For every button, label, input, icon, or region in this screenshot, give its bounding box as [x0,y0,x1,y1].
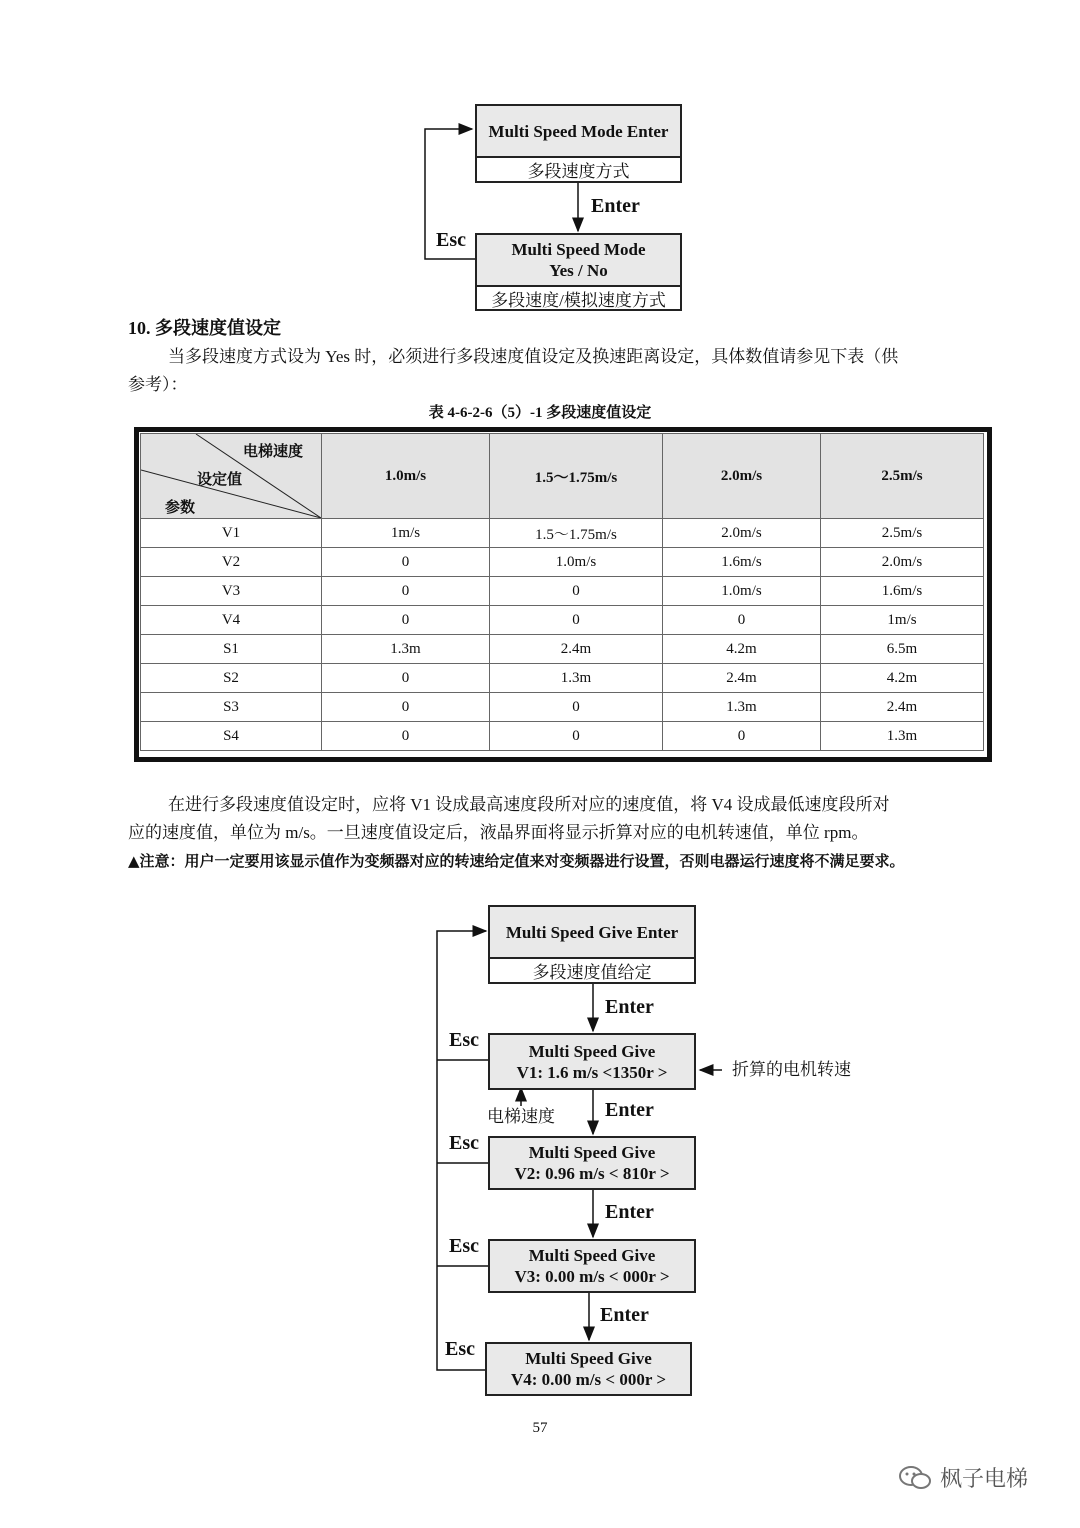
speed-v4-box [485,1342,692,1396]
table-cell: 1.3m [490,664,663,693]
enter-label: Enter [605,1201,654,1223]
corner-mid-label: 设定值 [197,472,243,488]
corner-bottom-label: 参数 [165,500,196,516]
table-header-row [141,434,984,519]
box-title: Multi Speed Mode Enter [477,106,680,158]
table-cell: 2.4m [821,693,984,722]
table-cell: 2.0m/s [821,548,984,577]
table-cell: 0 [490,722,663,751]
box-subtitle: 多段速度方式 [527,162,630,181]
table-cell: 0 [490,693,663,722]
table-row [141,519,984,548]
speed-v2-box [488,1136,696,1190]
table-cell: 2.4m [490,635,663,664]
table-cell: 4.2m [663,635,821,664]
box-title: Multi Speed Give [528,1143,656,1162]
box-subtitle: 多段速度/模拟速度方式 [491,290,666,310]
esc-label: Esc [436,229,466,251]
table-cell: 1.3m [821,722,984,751]
paragraph-line: 参考）： [128,375,188,394]
table-cell: 0 [663,606,821,635]
table-cell: 1.3m [663,693,821,722]
box-content [487,1344,690,1394]
table-cell: 0 [322,693,490,722]
table-caption: 表 4-6-2-6（5）-1 多段速度值设定 [428,405,652,421]
multi-speed-mode-box [475,104,682,183]
box-content [490,1035,694,1088]
table-cell: 1.5～1.75m/s [490,519,663,548]
row-param: S2 [141,664,322,693]
corner-top-label: 电梯速度 [242,444,303,460]
table-row [141,722,984,751]
esc-label: Esc [449,1029,479,1051]
box-title: Multi Speed Give Enter [490,907,694,959]
row-param: S3 [141,693,322,722]
table-corner-cell [141,434,322,519]
row-param: V1 [141,519,322,548]
multi-speed-mode-yes-no-box [475,233,682,311]
table-cell: 1.6m/s [821,577,984,606]
column-header: 2.0m/s [663,434,821,519]
multi-speed-give-enter-box [488,905,696,984]
column-header: 2.5m/s [821,434,984,519]
v2-value: V2: 0.96 m/s < 810r > [514,1164,670,1183]
watermark-text: 枫子电梯 [940,1467,1029,1492]
table-row [141,577,984,606]
column-header: 1.5～1.75m/s [490,434,663,519]
box-title-line1: Multi Speed Mode [511,240,646,259]
speed-v1-box [488,1033,696,1090]
wechat-icon [898,1464,932,1492]
table-cell: 2.5m/s [821,519,984,548]
box-title: Multi Speed Give [528,1246,656,1265]
paragraph-line: 在进行多段速度值设定时，应将 V1 设成最高速度段所对应的速度值，将 V4 设成最低速度段所对 [168,795,890,814]
table-cell: 1m/s [322,519,490,548]
table-cell: 1.3m [322,635,490,664]
table-cell: 0 [490,577,663,606]
table-row [141,606,984,635]
table-cell: 2.4m [663,664,821,693]
watermark [898,1462,1028,1493]
elevator-speed-note: 电梯速度 [487,1107,555,1126]
page-number: 57 [532,1420,548,1436]
table-cell: 0 [322,664,490,693]
v4-value: V4: 0.00 m/s < 000r > [510,1370,667,1389]
table-cell: 0 [322,577,490,606]
enter-label: Enter [605,996,654,1018]
row-param: S1 [141,635,322,664]
enter-label: Enter [605,1099,654,1121]
motor-speed-note: 折算的电机转速 [732,1060,851,1079]
table-cell: 0 [663,722,821,751]
v3-value: V3: 0.00 m/s < 000r > [514,1267,670,1286]
box-subtitle: 多段速度值给定 [532,963,652,982]
table-cell: 1m/s [821,606,984,635]
table-cell: 0 [322,722,490,751]
table-row [141,635,984,664]
column-header: 1.0m/s [322,434,490,519]
table-cell: 6.5m [821,635,984,664]
enter-label: Enter [591,195,640,217]
table-row [141,664,984,693]
box-content [490,1138,694,1188]
box-title: Multi Speed Give [528,1041,656,1061]
table-cell: 1.0m/s [663,577,821,606]
table-cell: 0 [322,606,490,635]
table-cell: 0 [490,606,663,635]
table-cell: 1.6m/s [663,548,821,577]
box-content [490,1241,694,1291]
table-row [141,548,984,577]
section-heading: 10. 多段速度值设定 [128,318,281,338]
esc-label: Esc [445,1338,475,1360]
table-row [141,693,984,722]
box-title [477,235,680,287]
box-title-line2: Yes / No [549,261,608,280]
row-param: V2 [141,548,322,577]
table-cell: 0 [322,548,490,577]
esc-label: Esc [449,1132,479,1154]
table-cell: 1.0m/s [490,548,663,577]
v1-value: V1: 1.6 m/s <1350r > [516,1062,668,1082]
paragraph-line: 应的速度值，单位为 m/s。一旦速度值设定后，液晶界面将显示折算对应的电机转速值，单位 rpm。 [128,823,869,842]
esc-label: Esc [449,1235,479,1257]
box-title: Multi Speed Give [525,1349,652,1368]
warning-note: ▲注意：用户一定要用该显示值作为变频器对应的转速给定值来对变频器进行设置，否则电器运行速度将不满足要求。 [128,852,905,870]
enter-label: Enter [600,1304,649,1326]
speed-table [140,433,984,751]
table-cell: 2.0m/s [663,519,821,548]
row-param: V3 [141,577,322,606]
table-cell: 4.2m [821,664,984,693]
speed-v3-box [488,1239,696,1293]
row-param: V4 [141,606,322,635]
paragraph-line: 当多段速度方式设为 Yes 时，必须进行多段速度值设定及换速距离设定，具体数值请参见下表（供 [168,347,899,366]
row-param: S4 [141,722,322,751]
